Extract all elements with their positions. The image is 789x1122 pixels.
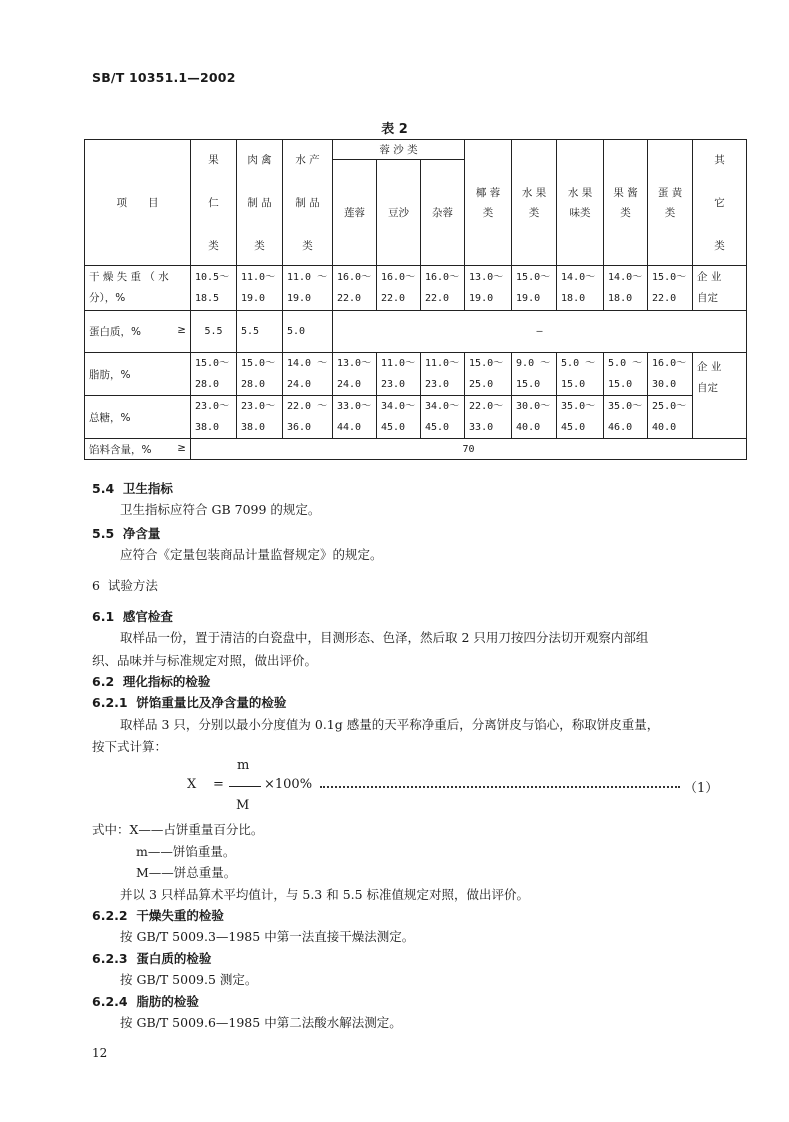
- table-cell: 34.0～ 45.0: [421, 396, 465, 439]
- table-cell: 9.0 ～ 15.0: [512, 353, 557, 396]
- section-5-4-heading: 5.4 卫生指标: [92, 481, 173, 496]
- section-6-2-3-text: 按 GB/T 5009.5 测定。: [120, 972, 258, 987]
- section-5-5-text: 应符合《定量包装商品计量监督规定》的规定。: [120, 547, 383, 562]
- table-row-protein: [85, 311, 747, 353]
- table-cell: 10.5～ 18.5: [191, 266, 237, 311]
- table-cell: 35.0～ 45.0: [557, 396, 604, 439]
- table-cell-merged: 70: [191, 439, 747, 460]
- table-cell: 11.0～ 23.0: [421, 353, 465, 396]
- col-header-fruit: 水 果 类: [512, 140, 557, 266]
- table-cell: 5.0: [283, 311, 333, 353]
- table-cell: 14.0～ 18.0: [557, 266, 604, 311]
- table-cell: 15.0～ 19.0: [512, 266, 557, 311]
- formula-denominator: M: [236, 798, 250, 813]
- table-cell: 23.0～ 38.0: [237, 396, 283, 439]
- section-6-1-text-line1: 取样品一份，置于清洁的白瓷盘中，目测形态、色泽，然后取 2 只用刀按四分法切开观察内部组: [120, 630, 649, 645]
- table-cell: 22.0 ～ 36.0: [283, 396, 333, 439]
- formula-numerator: m: [237, 758, 250, 773]
- table-cell: 企 业 自定: [693, 266, 747, 311]
- section-6-2-4-heading: 6.2.4 脂肪的检验: [92, 994, 199, 1009]
- row-label-fat: 脂肪，%: [85, 353, 191, 396]
- col-header-yolk: 蛋 黄 类: [648, 140, 693, 266]
- table-cell: 5.0 ～ 15.0: [557, 353, 604, 396]
- section-6-2-1-text-line2: 按下式计算：: [92, 739, 168, 754]
- row-label-moisture: 干 燥 失 重 （ 水 分），%: [85, 266, 191, 311]
- specification-table: [84, 139, 747, 460]
- table-cell: 16.0～ 22.0: [333, 266, 377, 311]
- table-cell: 15.0～ 22.0: [648, 266, 693, 311]
- col-header-bean: 豆沙: [377, 160, 421, 266]
- table-cell: 11.0～ 23.0: [377, 353, 421, 396]
- table-cell-other-fat-sugar: 企 业 自定: [693, 353, 747, 439]
- table-cell: 35.0～ 46.0: [604, 396, 648, 439]
- table-cell: 15.0～ 25.0: [465, 353, 512, 396]
- row-label-filling: 馅料含量，% ≥: [85, 439, 191, 460]
- item-header-cell: [85, 140, 191, 266]
- table-cell: 13.0～ 19.0: [465, 266, 512, 311]
- table-cell: 11.0～ 19.0: [237, 266, 283, 311]
- standard-code: SB/T 10351.1—2002: [92, 70, 236, 85]
- table-row-filling: [85, 439, 747, 460]
- section-6-1-text-line2: 织、品味并与标准规定对照，做出评价。: [92, 653, 318, 668]
- section-6-2-1-heading: 6.2.1 饼馅重量比及净含量的检验: [92, 695, 287, 710]
- page-number: 12: [92, 1046, 108, 1060]
- table-cell-merged: —: [333, 311, 747, 353]
- item-header: 项 目: [116, 196, 159, 209]
- table-cell: 22.0～ 33.0: [465, 396, 512, 439]
- section-6-2-3-heading: 6.2.3 蛋白质的检验: [92, 951, 212, 966]
- table-row-moisture: [85, 266, 747, 311]
- col-header-nut: 果 仁 类: [191, 140, 237, 266]
- table-title: 表 2: [381, 122, 408, 137]
- table-cell: 13.0～ 24.0: [333, 353, 377, 396]
- col-header-lotus: 莲蓉: [333, 160, 377, 266]
- table-cell: 16.0～ 30.0: [648, 353, 693, 396]
- section-6-1-heading: 6.1 感官检查: [92, 609, 173, 624]
- table-cell: 14.0 ～ 24.0: [283, 353, 333, 396]
- col-header-fruit-flavor: 水 果 味类: [557, 140, 604, 266]
- table-row-fat: [85, 353, 747, 396]
- col-header-mixed: 杂蓉: [421, 160, 465, 266]
- formula-equals: =: [213, 777, 224, 792]
- col-header-jam: 果 酱 类: [604, 140, 648, 266]
- where-line-3: M——饼总重量。: [136, 865, 237, 880]
- table-cell: 30.0～ 40.0: [512, 396, 557, 439]
- table-cell: 11.0 ～ 19.0: [283, 266, 333, 311]
- section-5-5-heading: 5.5 净含量: [92, 526, 161, 541]
- formula-leader-dots: [320, 786, 680, 788]
- formula-times: ×100%: [264, 777, 313, 792]
- section-6-2-1-text-line1: 取样品 3 只，分别以最小分度值为 0.1g 感量的天平称净重后，分离饼皮与馅心，称取饼皮重量，: [120, 717, 660, 732]
- table-cell: 14.0～ 18.0: [604, 266, 648, 311]
- col-header-seafood: 水 产 制 品 类: [283, 140, 333, 266]
- formula-fraction-bar: [229, 786, 261, 787]
- table-row-sugar: [85, 396, 747, 439]
- group-header-paste: 蓉 沙 类: [333, 140, 465, 160]
- row-label-sugar: 总糖，%: [85, 396, 191, 439]
- section-6-heading: 6 试验方法: [92, 578, 158, 593]
- col-header-meat: 肉 禽 制 品 类: [237, 140, 283, 266]
- section-6-2-2-text: 按 GB/T 5009.3—1985 中第一法直接干燥法测定。: [120, 929, 415, 944]
- table-cell: 5.5: [237, 311, 283, 353]
- table-cell: 5.0 ～ 15.0: [604, 353, 648, 396]
- table-cell: 15.0～ 28.0: [237, 353, 283, 396]
- table-cell: 16.0～ 22.0: [421, 266, 465, 311]
- section-6-2-4-text: 按 GB/T 5009.6—1985 中第二法酸水解法测定。: [120, 1015, 402, 1030]
- table-cell: 33.0～ 44.0: [333, 396, 377, 439]
- table-cell: 5.5: [191, 311, 237, 353]
- section-6-2-heading: 6.2 理化指标的检验: [92, 674, 211, 689]
- where-line-2: m——饼馅重量。: [136, 844, 236, 859]
- section-6-2-2-heading: 6.2.2 干燥失重的检验: [92, 908, 224, 923]
- section-6-2-1-text-line3: 并以 3 只样品算术平均值计，与 5.3 和 5.5 标准值规定对照，做出评价。: [120, 887, 530, 902]
- col-header-other: 其 它 类: [693, 140, 747, 266]
- row-label-protein: 蛋白质，% ≥: [85, 311, 191, 353]
- table-cell: 16.0～ 22.0: [377, 266, 421, 311]
- table-cell: 34.0～ 45.0: [377, 396, 421, 439]
- table-cell: 25.0～ 40.0: [648, 396, 693, 439]
- where-line-1: 式中：X——占饼重量百分比。: [92, 822, 264, 837]
- table-cell: 23.0～ 38.0: [191, 396, 237, 439]
- col-header-coconut: 椰 蓉 类: [465, 140, 512, 266]
- formula-lhs: X: [187, 777, 197, 792]
- formula-number: （1）: [684, 781, 719, 796]
- section-5-4-text: 卫生指标应符合 GB 7099 的规定。: [120, 502, 321, 517]
- table-cell: 15.0～ 28.0: [191, 353, 237, 396]
